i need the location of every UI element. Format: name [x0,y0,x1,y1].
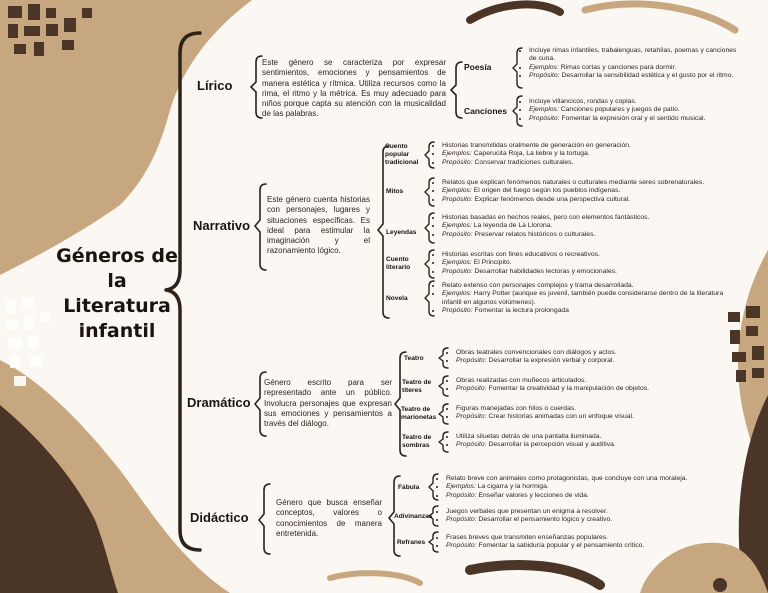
subtype-name: Teatro de marionetas [401,406,437,421]
detail-text: Fomentar la lectura prolongada [472,306,569,314]
detail-label: Propósito: [529,114,560,122]
subtype-details [433,282,742,315]
subtype-name: Cuento popular tradicional [385,143,419,166]
detail-item [456,349,741,357]
genre-name: Narrativo [193,218,251,233]
detail-text: Incluye villancicos, rondas y coplas. [529,98,637,105]
map-title [55,244,179,344]
subtype-name: Mitos [386,188,404,195]
detail-item [446,508,741,516]
detail-label: Propósito: [456,413,487,421]
detail-item [442,222,742,230]
subtype-details [433,251,742,276]
detail-item [456,441,741,449]
subtype-details [433,214,742,239]
detail-label: Propósito: [446,542,477,550]
detail-text: Historias transmitidas oralmente de generación en generación. [442,142,631,149]
detail-text: Desarrollar la expresión verbal y corporal. [486,357,615,365]
detail-text: Historias escritas con fines educativos o recreativos. [442,251,600,258]
detail-item [529,47,741,64]
subtype-details [447,405,741,422]
detail-label: Propósito: [529,71,560,79]
detail-text: Enseñar valores y lecciones de vida. [476,491,589,499]
detail-text: El Principito. [471,259,512,267]
detail-text: Figuras manejadas con hilos o cuerdas. [456,405,577,412]
detail-item [442,142,742,150]
detail-item [442,282,742,290]
detail-label: Ejemplos: [442,187,472,195]
detail-item [456,357,741,365]
subtype-name: Fábula [398,484,420,491]
subtype-details [437,508,741,525]
detail-item [446,492,741,500]
detail-label: Propósito: [442,195,473,203]
detail-text: Relato breve con animales como protagonistas, que concluye con una moraleja. [446,475,688,482]
detail-label: Propósito: [446,516,477,524]
detail-text: Desarrollar el pensamiento lógico y creativo. [476,516,613,524]
detail-item [456,377,741,385]
detail-text: Fomentar la sabiduría popular y el pensamiento crítico. [476,542,645,550]
detail-text: Relato extenso con personajes complejos y trama desarrollada. [442,282,634,289]
genre-name: Lírico [197,78,233,93]
detail-item [446,542,741,550]
title-line: infantil [78,320,156,342]
detail-text: Desarrollar la percepción visual y auditiva. [486,441,616,449]
detail-text: Frases breves que transmiten enseñanzas populares. [446,534,609,541]
detail-label: Propósito: [446,491,477,499]
detail-text: Fomentar la expresión oral y el sentido musical. [559,114,706,122]
detail-text: Rimas cortas y canciones para dormir. [558,63,677,71]
subtype-details [433,142,742,167]
detail-text: Obras teatrales convencionales con diálogos y actos. [456,349,617,356]
genre-description: Género que busca enseñar conceptos, valores o conocimientos de manera entretenida. [276,498,382,538]
subtype-name: Novela [386,295,408,302]
detail-item [446,483,741,491]
detail-label: Propósito: [442,267,473,275]
subtype-details [520,47,741,80]
genre-name: Didáctico [190,510,249,525]
detail-text: Preservar relatos históricos o culturales. [472,230,596,238]
subtype-details [447,377,741,394]
detail-label: Ejemplos: [529,63,559,71]
genre-description: Este género se caracteriza por expresar sentimientos, emociones y pensamientos de manera estética y rítmica. Utiliza recursos como la rima, el ritmo y la métrica. Es muy adecuado para niños porque capta su atención con la musicalidad de las palabras. [262,58,446,119]
detail-label: Propósito: [442,158,473,166]
detail-item [442,268,742,276]
detail-item [442,159,742,167]
detail-text: La cigarra y la hormiga. [475,483,549,491]
subtype-details [437,534,741,551]
detail-item [442,231,742,239]
detail-item [442,187,742,195]
detail-item [446,516,741,524]
detail-label: Propósito: [442,230,473,238]
subtype-name: Canciones [464,106,507,116]
detail-item [442,214,742,222]
detail-text: Crear historias animadas con un enfoque visual. [486,413,634,421]
detail-text: Desarrollar habilidades lectoras y emocionales. [472,267,617,275]
detail-item [446,534,741,542]
detail-text: La leyenda de La Llorona. [471,222,553,230]
detail-text: Canciones populares y juegos de patio. [558,106,680,114]
subtype-name: Teatro de sombras [402,434,432,449]
detail-item [442,251,742,259]
detail-label: Propósito: [456,385,487,393]
detail-item [529,64,741,72]
genre-name: Dramático [187,395,251,410]
detail-item [442,179,742,187]
title-line: Géneros de [56,245,178,267]
detail-item [456,405,741,413]
subtype-details [437,475,741,500]
subtype-details [520,98,741,123]
detail-label: Ejemplos: [529,106,559,114]
detail-text: Harry Potter (aunque es juvenil, también puede considerarse dentro de la literatura infantil en algunos volúmenes). [442,290,724,306]
detail-text: Relatos que explican fenómenos naturales o culturales mediante seres sobrenaturales. [442,179,705,186]
detail-text: Obras realizadas con muñecos articulados. [456,377,587,384]
detail-label: Propósito: [456,441,487,449]
subtype-details [447,433,741,450]
detail-label: Ejemplos: [442,150,472,158]
subtype-details [447,349,741,366]
subtype-name: Teatro [404,355,424,362]
subtype-name: Cuento literario [386,256,411,271]
subtype-name: Poesía [464,62,492,72]
detail-label: Propósito: [456,357,487,365]
detail-text: Utiliza siluetas detrás de una pantalla iluminada. [456,433,602,440]
subtype-name: Adivinanzas [394,513,433,520]
detail-item [446,475,741,483]
detail-label: Propósito: [442,306,473,314]
detail-text: Incluye rimas infantiles, trabalenguas, retahílas, poemas y canciones de cuna. [529,47,737,63]
detail-text: El origen del fuego según los pueblos indígenas. [471,187,621,195]
title-line: la [107,270,127,292]
detail-text: Desarrollar la sensibilidad estética y el gusto por el ritmo. [559,71,734,79]
subtype-name: Teatro de títeres [402,379,432,394]
detail-label: Ejemplos: [446,483,476,491]
detail-label: Ejemplos: [442,222,472,230]
detail-label: Ejemplos: [442,290,472,298]
detail-item [529,98,741,106]
genre-description: Este género cuenta historias con personajes, lugares y situaciones específicas. Es ideal para estimular la imaginación y el razonamiento lógico. [267,195,370,256]
detail-text: Caperucita Roja, La liebre y la tortuga. [471,150,590,158]
subtype-name: Refranes [397,539,426,546]
detail-text: Juegos verbales que presentan un enigma a resolver. [446,508,608,515]
detail-item [442,150,742,158]
subtype-details [433,179,742,204]
detail-item [442,307,742,315]
detail-text: Historias basadas en hechos reales, pero con elementos fantásticos. [442,214,650,221]
detail-item [442,196,742,204]
detail-item [442,290,742,307]
detail-text: Fomentar la creatividad y la manipulación de objetos. [486,385,650,393]
detail-item [456,413,741,421]
detail-item [456,433,741,441]
detail-item [529,115,741,123]
detail-item [529,72,741,80]
genre-description: Género escrito para ser representado ante un público. Involucra personajes que expresan sus emociones y pensamientos a través del diálogo. [264,378,392,429]
title-line: Literatura [63,295,171,317]
detail-text: Explicar fenómenos desde una perspectiva cultural. [472,195,631,203]
detail-item [456,385,741,393]
detail-item [529,106,741,114]
detail-text: Conservar tradiciones culturales. [472,158,574,166]
subtype-name: Leyendas [386,229,417,236]
detail-label: Ejemplos: [442,259,472,267]
detail-item [442,259,742,267]
